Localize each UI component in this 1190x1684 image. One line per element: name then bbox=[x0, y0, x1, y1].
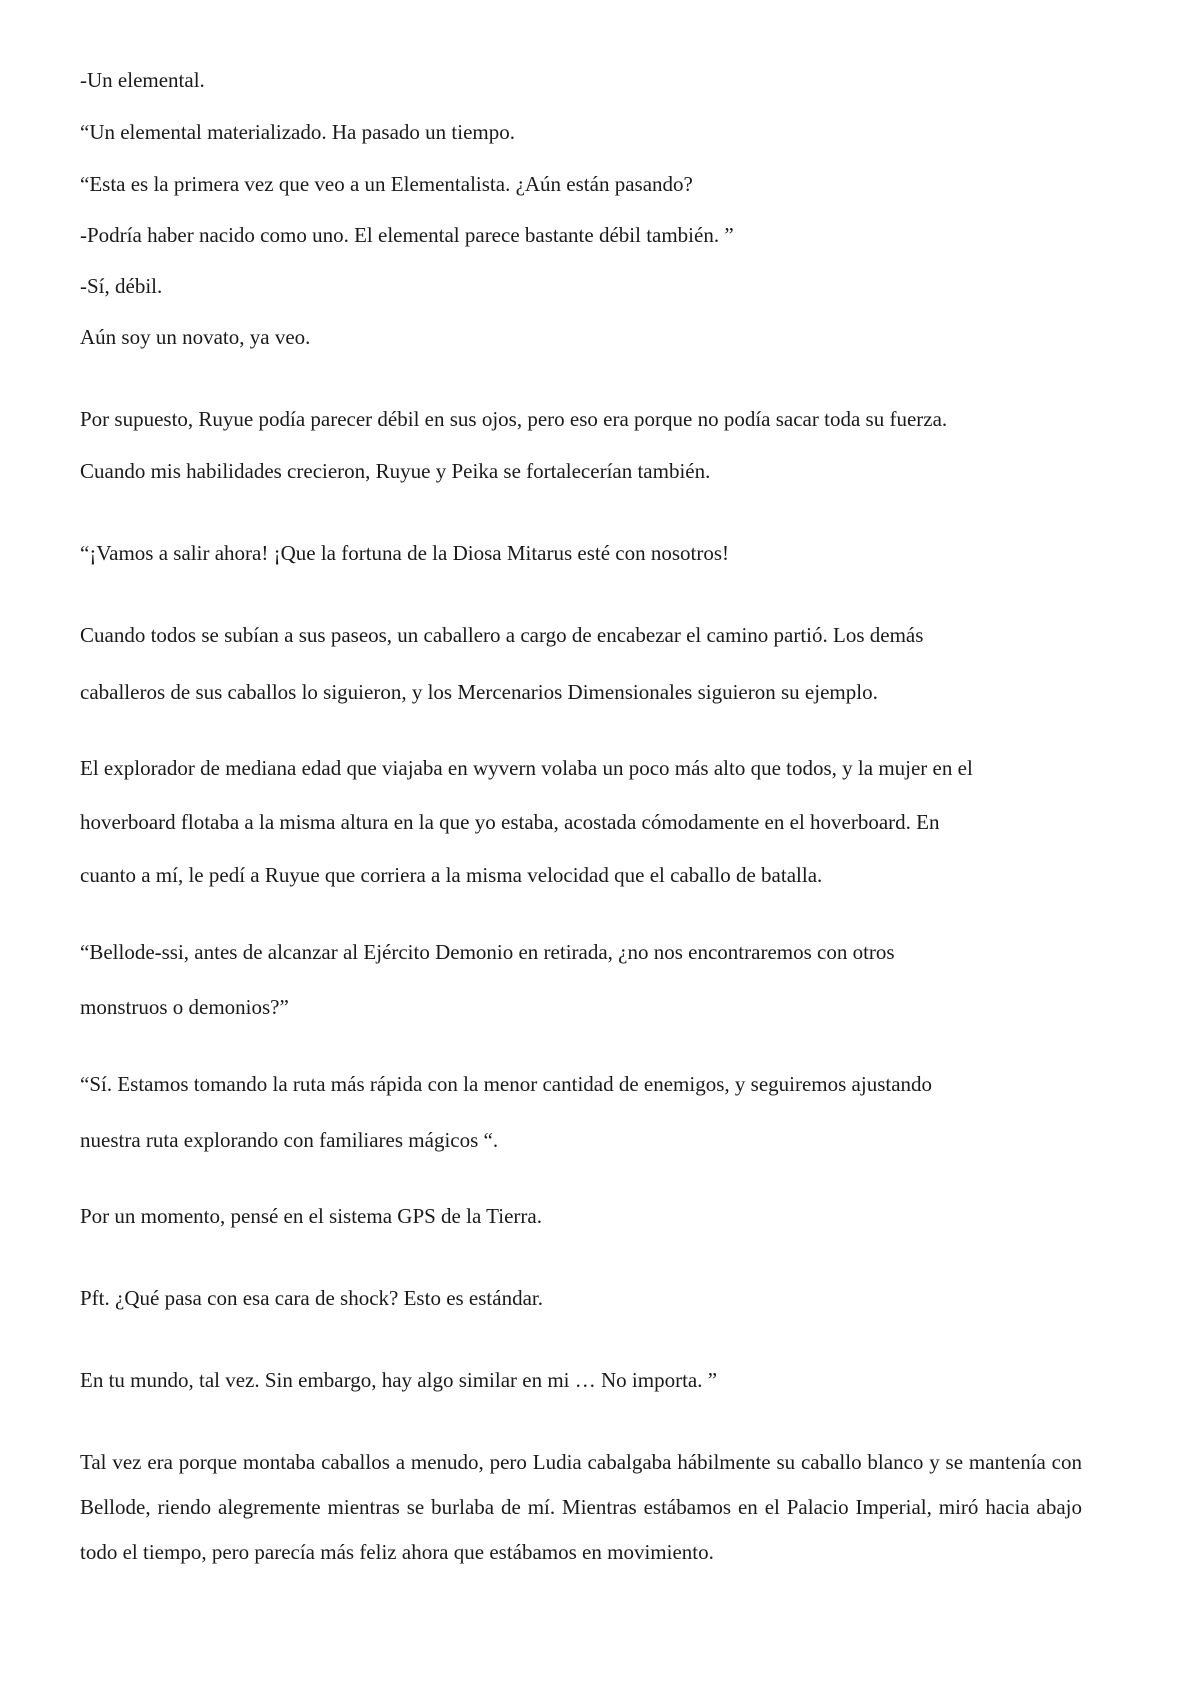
text-line: nuestra ruta explorando con familiares mágicos “. bbox=[80, 1128, 499, 1152]
text-line: Por supuesto, Ruyue podía parecer débil en sus ojos, pero eso era porque no podía sacar toda su fuerza. bbox=[80, 407, 948, 431]
text-line: En tu mundo, tal vez. Sin embargo, hay algo similar en mi … No importa. ” bbox=[80, 1368, 718, 1392]
final-paragraph: Tal vez era porque montaba caballos a menudo, pero Ludia cabalgaba hábilmente su caballo blanco y se mantenía con Bellode, riendo alegremente mientras se burlaba de mí. Mientras estábamos en el Palacio Imperial, miró hacia abajo todo el tiempo, pero parecía más feliz ahora que estábamos en movimiento. bbox=[80, 1450, 1082, 1564]
text-line: caballeros de sus caballos lo siguieron, y los Mercenarios Dimensionales siguieron su ejemplo. bbox=[80, 680, 878, 704]
text-line: Aún soy un novato, ya veo. bbox=[80, 325, 311, 349]
text-line: Cuando mis habilidades crecieron, Ruyue y Peika se fortalecerían también. bbox=[80, 459, 711, 483]
text-line: -Un elemental. bbox=[80, 68, 205, 92]
text-line: “Sí. Estamos tomando la ruta más rápida con la menor cantidad de enemigos, y seguiremos ajustando bbox=[80, 1072, 933, 1096]
text-line: cuanto a mí, le pedí a Ruyue que corriera a la misma velocidad que el caballo de batalla. bbox=[80, 863, 823, 887]
text-line: monstruos o demonios?” bbox=[80, 995, 289, 1019]
text-line: Por un momento, pensé en el sistema GPS de la Tierra. bbox=[80, 1204, 542, 1228]
text-line: “Esta es la primera vez que veo a un Elementalista. ¿Aún están pasando? bbox=[80, 172, 693, 196]
text-line: “¡Vamos a salir ahora! ¡Que la fortuna de la Diosa Mitarus esté con nosotros! bbox=[80, 541, 730, 565]
text-line: “Bellode-ssi, antes de alcanzar al Ejército Demonio en retirada, ¿no nos encontraremos con otros bbox=[80, 940, 895, 964]
text-line: -Podría haber nacido como uno. El elemental parece bastante débil también. ” bbox=[80, 223, 734, 247]
text-line: -Sí, débil. bbox=[80, 274, 163, 298]
text-line: Cuando todos se subían a sus paseos, un caballero a cargo de encabezar el camino partió. Los demás bbox=[80, 623, 924, 647]
text-line: hoverboard flotaba a la misma altura en la que yo estaba, acostada cómodamente en el hoverboard. En bbox=[80, 810, 940, 834]
text-line: “Un elemental materializado. Ha pasado un tiempo. bbox=[80, 120, 516, 144]
text-line: Pft. ¿Qué pasa con esa cara de shock? Esto es estándar. bbox=[80, 1286, 543, 1310]
text-line: El explorador de mediana edad que viajaba en wyvern volaba un poco más alto que todos, y la mujer en el bbox=[80, 756, 973, 780]
